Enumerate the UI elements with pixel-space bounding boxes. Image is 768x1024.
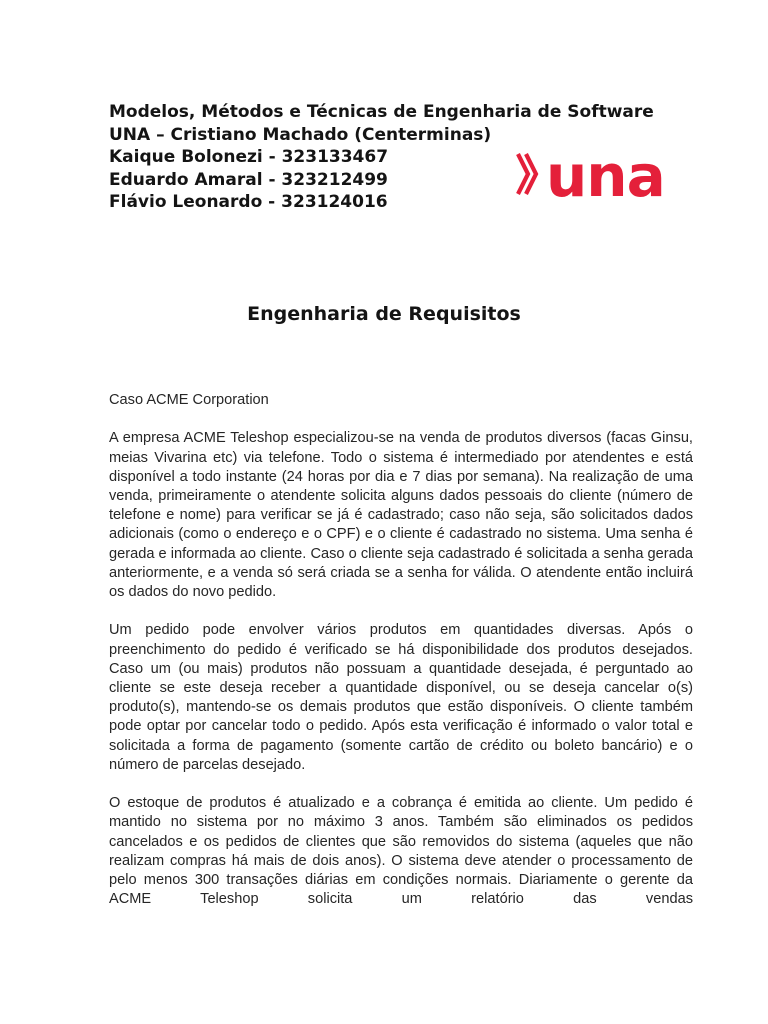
author-line: Kaique Bolonezi - 323133467	[109, 147, 389, 167]
case-title: Caso ACME Corporation	[109, 392, 269, 408]
course-title: Modelos, Métodos e Técnicas de Engenharia de Software	[109, 102, 654, 122]
body-paragraph: O estoque de produtos é atualizado e a cobrança é emitida ao cliente. Um pedido é mantido no sistema por no máximo 3 anos. Também são eliminados os pedidos cancelados e os pedidos de clientes que são removidos do sistema (aqueles que não realizam compras há mais de dois anos). O sistema deve atender o processamento de pelo menos 300 transações diárias em condições normais. Diariamente o gerente da ACME Teleshop solicita um relatório das vendas	[109, 795, 693, 908]
institution-line: UNA – Cristiano Machado (Centerminas)	[109, 124, 492, 145]
author-line: Eduardo Amaral - 323212499	[109, 169, 388, 190]
document-body	[109, 391, 693, 929]
body-paragraph: A empresa ACME Teleshop especializou-se na venda de produtos diversos (facas Ginsu, meias Vivarina etc) via telefone. Todo o sistema é intermediado por atendentes e está disponível a todo instante (24 horas por dia e 7 dias por semana). Na realização de uma venda, primeiramente o atendente solicita alguns dados pessoais do cliente (número de telefone e nome) para verificar se já é cadastrado; caso não seja, são solicitados dados adicionais (como o endereço e o CPF) e o cliente é cadastrado no sistema. Uma senha é gerada e informada ao cliente. Caso o cliente seja cadastrado é solicitada a senha gerada anteriormente, e a venda só será criada se a senha for válida. O atendente então incluirá os dados do novo pedido.	[109, 430, 693, 601]
page-title: Engenharia de Requisitos	[247, 303, 521, 325]
body-paragraph: Um pedido pode envolver vários produtos em quantidades diversas. Após o preenchimento do pedido é verificado se há disponibilidade dos produtos desejados. Caso um (ou mais) produtos não possuam a quantidade desejada, é perguntado ao cliente se este deseja receber a quantidade disponível, ou se deseja cancelar o(s) produto(s), mantendo-se os demais produtos que estão disponíveis. O cliente também pode optar por cancelar todo o pedido. Após esta verificação é informado o valor total e solicitada a forma de pagamento (somente cartão de crédito ou boleto bancário) e o número de parcelas desejado.	[109, 622, 693, 773]
author-line: Flávio Leonardo - 323124016	[109, 192, 388, 212]
una-logo	[516, 150, 692, 202]
una-logo-text: una	[546, 150, 665, 202]
